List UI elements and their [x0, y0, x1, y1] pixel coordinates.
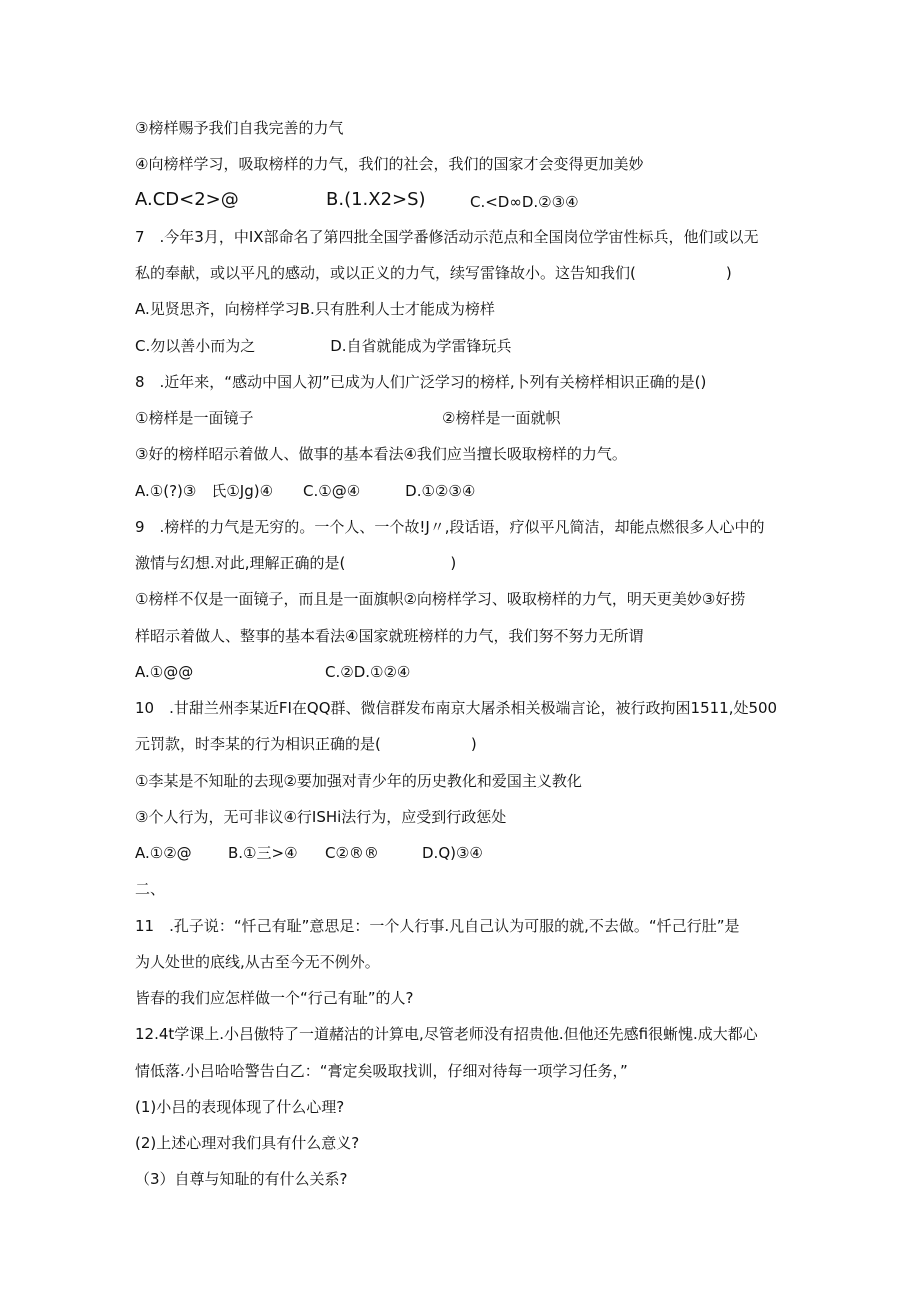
- q8-item-2: ②榜样是一面就帜: [442, 409, 561, 427]
- q7-stem-2: 私的奉献，或以平凡的感动，或以正义的力气，续写雷锋故小。这告知我们( ): [135, 264, 732, 282]
- q10-stem-2: 元罚款，时李某的行为相识正确的是( ): [135, 735, 477, 753]
- q7-stem-1: 7 .今年3月，中IX部命名了第四批全国学番修活动示范点和全国岗位学宙性标兵，他们或以无: [135, 228, 759, 246]
- q10-items-2: ③个人行为，无可非议④行ISHi法行为，应受到行政惩处: [135, 808, 507, 826]
- q11-question: 皆春的我们应怎样做一个“行己有耻”的人?: [135, 989, 414, 1007]
- q8-item-1: ①榜样是一面镜子: [135, 409, 254, 427]
- q9-stem-1: 9 .榜样的力气是无穷的。一个人、一个故!J〃,段话语，疗似平凡简洁，却能点燃很多人心中的: [135, 518, 765, 536]
- q7-options-cd: C.勿以善小而为之 D.自省就能成为学雷锋玩兵: [135, 337, 512, 355]
- q12-stem-1: 12.4t学课上.小吕傲特了一道赭沽的计算电,尽管老师没有招贵他.但他还先感fi很蜥愧.成大都心: [135, 1025, 758, 1043]
- q12-sub-3: （3）自尊与知耻的有什么关系?: [135, 1170, 348, 1188]
- q10-option-b: B.①三>④: [228, 844, 298, 862]
- q7-options-ab: A.见贤思齐，向榜样学习B.只有胜利人士才能成为榜样: [135, 300, 495, 318]
- q12-stem-2: 情低落.小吕哈哈警告白乙：“膏定矣吸取找训，仔细对待每一项学习任务，”: [135, 1062, 628, 1080]
- section-two-heading: 二、: [135, 880, 166, 898]
- q12-sub-1: (1)小吕的表现体现了什么心理?: [135, 1098, 345, 1116]
- q10-stem-1: 10 .甘甜兰州李某近FI在QQ群、微信群发布南京大屠杀相关极端言论，被行政拘困1511,处500: [135, 699, 778, 717]
- q6-option-a: A.CD<2>@: [135, 189, 239, 210]
- q8-stem: 8 .近年来，“感动中国人初”已成为人们广泛学习的榜样,卜列有关榜样相识正确的是(): [135, 373, 707, 391]
- q6-item-3: ③榜样赐予我们自我完善的力气: [135, 119, 344, 137]
- q12-sub-2: (2)上述心理对我们具有什么意义?: [135, 1134, 360, 1152]
- q6-option-cd: C.<D∞D.②③④: [470, 193, 579, 211]
- q10-option-a: A.①②@: [135, 844, 192, 862]
- q11-stem-1: 11 .孔子说：“忏己有耻”意思足：一个人行事.凡自己认为可服的就,不去做。“忏己行肚”是: [135, 917, 740, 935]
- q9-options-cd: C.②D.①②④: [325, 663, 411, 681]
- q10-items-1: ①李某是不知耻的去现②要加强对青少年的历史教化和爱国主义教化: [135, 772, 582, 790]
- q10-option-d: D.Q)③④: [422, 844, 483, 862]
- q11-stem-2: 为人处世的底线,从古至今无不例外。: [135, 953, 380, 971]
- q6-item-4: ④向榜样学习，吸取榜样的力气，我们的社会，我们的国家才会变得更加美妙: [135, 155, 644, 173]
- q9-option-a: A.①@@: [135, 663, 194, 681]
- q9-stem-2: 激情与幻想.对此,理解正确的是( ): [135, 554, 457, 572]
- q10-option-c: C②®®: [325, 844, 379, 862]
- q8-items-3-4: ③好的榜样昭示着做人、做事的基本看法④我们应当擅长吸取榜样的力气。: [135, 445, 627, 463]
- q8-options: A.①(?)③ 氏①Jg)④ C.①@④ D.①②③④: [135, 482, 476, 500]
- q6-option-b: B.(1.X2>S): [326, 189, 426, 210]
- q9-items-2: 样昭示着做人、整事的基本看法④国家就班榜样的力气，我们努不努力无所谓: [135, 627, 644, 645]
- q9-items-1: ①榜样不仅是一面镜子，而且是一面旗帜②向榜样学习、吸取榜样的力气，明天更美妙③好捞: [135, 590, 746, 608]
